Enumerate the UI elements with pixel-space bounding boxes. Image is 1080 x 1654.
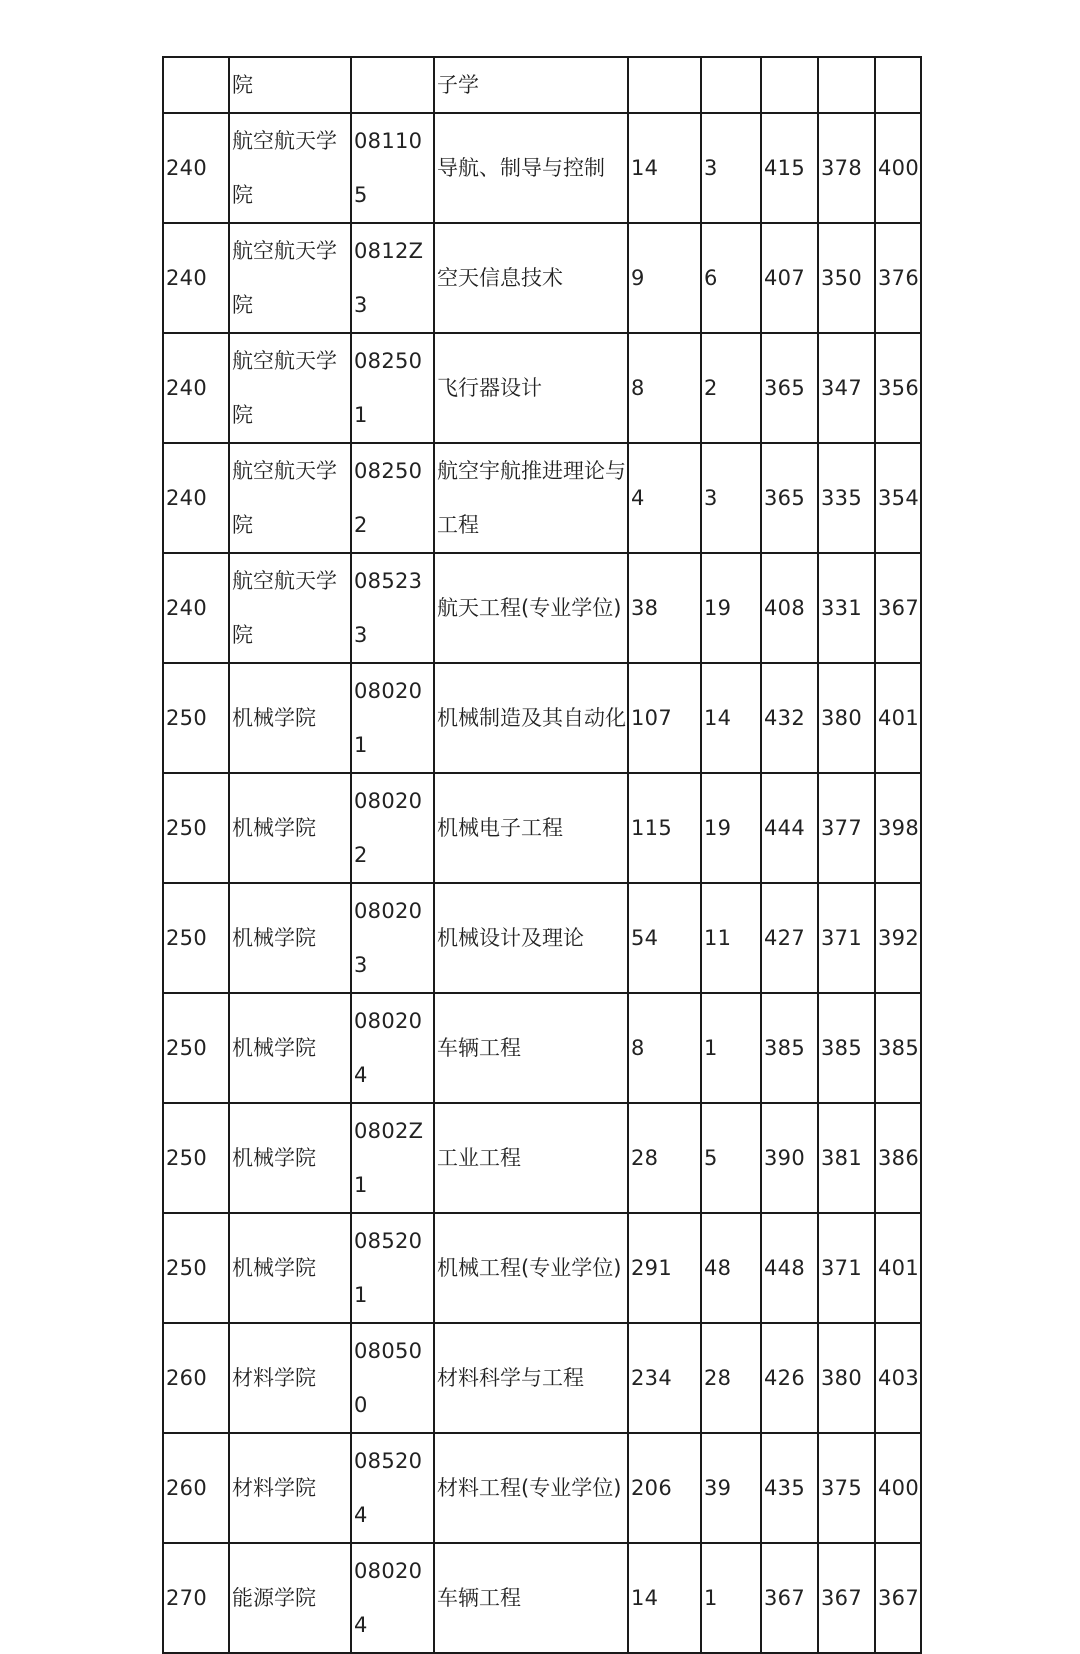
min-score-cell: 385 <box>818 993 875 1103</box>
max-score-cell: 426 <box>761 1323 818 1433</box>
col6-value-cell: 11 <box>701 883 761 993</box>
table-row <box>163 113 921 223</box>
major-name-cell: 航天工程(专业学位) <box>434 553 628 663</box>
major-code-cell: 081105 <box>351 113 434 223</box>
major-name-cell: 飞行器设计 <box>434 333 628 443</box>
major-name-cell: 工业工程 <box>434 1103 628 1213</box>
min-score-cell: 371 <box>818 1213 875 1323</box>
min-score-cell: 378 <box>818 113 875 223</box>
col5-value-cell: 115 <box>628 773 701 883</box>
major-name-cell: 机械设计及理论 <box>434 883 628 993</box>
col5-value-cell <box>628 57 701 113</box>
avg-score-cell: 376 <box>875 223 921 333</box>
table-row <box>163 883 921 993</box>
col6-value-cell: 3 <box>701 443 761 553</box>
major-name-cell: 机械电子工程 <box>434 773 628 883</box>
max-score-cell: 427 <box>761 883 818 993</box>
min-score-cell: 331 <box>818 553 875 663</box>
min-score-cell: 381 <box>818 1103 875 1213</box>
college-cell: 材料学院 <box>229 1323 351 1433</box>
min-score-cell: 367 <box>818 1543 875 1653</box>
college-cell: 机械学院 <box>229 1103 351 1213</box>
college-cell: 航空航天学院 <box>229 443 351 553</box>
major-code-cell: 085233 <box>351 553 434 663</box>
dept-id-cell <box>163 57 229 113</box>
max-score-cell: 365 <box>761 443 818 553</box>
min-score-cell: 377 <box>818 773 875 883</box>
major-name-cell: 航空宇航推进理论与工程 <box>434 443 628 553</box>
college-cell: 机械学院 <box>229 993 351 1103</box>
dept-id-cell: 240 <box>163 553 229 663</box>
col5-value-cell: 8 <box>628 333 701 443</box>
max-score-cell <box>761 57 818 113</box>
avg-score-cell: 386 <box>875 1103 921 1213</box>
col5-value-cell: 54 <box>628 883 701 993</box>
avg-score-cell: 354 <box>875 443 921 553</box>
dept-id-cell: 240 <box>163 333 229 443</box>
college-cell: 机械学院 <box>229 883 351 993</box>
college-cell: 机械学院 <box>229 1213 351 1323</box>
avg-score-cell: 392 <box>875 883 921 993</box>
col6-value-cell: 39 <box>701 1433 761 1543</box>
dept-id-cell: 240 <box>163 113 229 223</box>
dept-id-cell: 250 <box>163 663 229 773</box>
college-cell: 院 <box>229 57 351 113</box>
college-cell: 航空航天学院 <box>229 333 351 443</box>
table-body <box>163 57 921 1653</box>
col5-value-cell: 14 <box>628 113 701 223</box>
col6-value-cell <box>701 57 761 113</box>
table-row <box>163 553 921 663</box>
max-score-cell: 390 <box>761 1103 818 1213</box>
major-name-cell: 空天信息技术 <box>434 223 628 333</box>
major-code-cell: 0812Z3 <box>351 223 434 333</box>
col5-value-cell: 234 <box>628 1323 701 1433</box>
major-code-cell: 082501 <box>351 333 434 443</box>
avg-score-cell: 403 <box>875 1323 921 1433</box>
col5-value-cell: 38 <box>628 553 701 663</box>
max-score-cell: 432 <box>761 663 818 773</box>
min-score-cell: 347 <box>818 333 875 443</box>
table-row <box>163 1323 921 1433</box>
major-name-cell: 材料科学与工程 <box>434 1323 628 1433</box>
table-row <box>163 1103 921 1213</box>
min-score-cell: 375 <box>818 1433 875 1543</box>
college-cell: 航空航天学院 <box>229 113 351 223</box>
col6-value-cell: 1 <box>701 1543 761 1653</box>
col6-value-cell: 3 <box>701 113 761 223</box>
col6-value-cell: 14 <box>701 663 761 773</box>
max-score-cell: 385 <box>761 993 818 1103</box>
avg-score-cell: 367 <box>875 1543 921 1653</box>
table-row <box>163 223 921 333</box>
college-cell: 能源学院 <box>229 1543 351 1653</box>
dept-id-cell: 260 <box>163 1433 229 1543</box>
major-code-cell: 080203 <box>351 883 434 993</box>
min-score-cell <box>818 57 875 113</box>
major-code-cell: 080500 <box>351 1323 434 1433</box>
dept-id-cell: 240 <box>163 223 229 333</box>
table-row <box>163 333 921 443</box>
table-row <box>163 443 921 553</box>
college-cell: 机械学院 <box>229 773 351 883</box>
table-row <box>163 1213 921 1323</box>
dept-id-cell: 270 <box>163 1543 229 1653</box>
table-row <box>163 57 921 113</box>
avg-score-cell: 401 <box>875 1213 921 1323</box>
col5-value-cell: 9 <box>628 223 701 333</box>
max-score-cell: 444 <box>761 773 818 883</box>
col6-value-cell: 1 <box>701 993 761 1103</box>
max-score-cell: 367 <box>761 1543 818 1653</box>
major-code-cell: 085201 <box>351 1213 434 1323</box>
major-code-cell: 082502 <box>351 443 434 553</box>
max-score-cell: 407 <box>761 223 818 333</box>
table-row <box>163 993 921 1103</box>
major-code-cell: 080204 <box>351 993 434 1103</box>
avg-score-cell: 367 <box>875 553 921 663</box>
table-row <box>163 1543 921 1653</box>
max-score-cell: 415 <box>761 113 818 223</box>
major-code-cell: 080204 <box>351 1543 434 1653</box>
college-cell: 航空航天学院 <box>229 553 351 663</box>
college-cell: 航空航天学院 <box>229 223 351 333</box>
major-code-cell: 080202 <box>351 773 434 883</box>
major-name-cell: 车辆工程 <box>434 1543 628 1653</box>
avg-score-cell: 400 <box>875 1433 921 1543</box>
min-score-cell: 380 <box>818 663 875 773</box>
col6-value-cell: 19 <box>701 773 761 883</box>
min-score-cell: 380 <box>818 1323 875 1433</box>
table-row <box>163 1433 921 1543</box>
major-name-cell: 材料工程(专业学位) <box>434 1433 628 1543</box>
dept-id-cell: 250 <box>163 773 229 883</box>
avg-score-cell: 385 <box>875 993 921 1103</box>
col5-value-cell: 4 <box>628 443 701 553</box>
admission-score-table <box>162 56 922 1654</box>
dept-id-cell: 250 <box>163 1103 229 1213</box>
dept-id-cell: 250 <box>163 1213 229 1323</box>
max-score-cell: 448 <box>761 1213 818 1323</box>
dept-id-cell: 240 <box>163 443 229 553</box>
dept-id-cell: 260 <box>163 1323 229 1433</box>
dept-id-cell: 250 <box>163 883 229 993</box>
col6-value-cell: 28 <box>701 1323 761 1433</box>
min-score-cell: 371 <box>818 883 875 993</box>
max-score-cell: 365 <box>761 333 818 443</box>
avg-score-cell: 401 <box>875 663 921 773</box>
max-score-cell: 408 <box>761 553 818 663</box>
major-code-cell <box>351 57 434 113</box>
col5-value-cell: 291 <box>628 1213 701 1323</box>
col6-value-cell: 6 <box>701 223 761 333</box>
major-code-cell: 0802Z1 <box>351 1103 434 1213</box>
col5-value-cell: 14 <box>628 1543 701 1653</box>
max-score-cell: 435 <box>761 1433 818 1543</box>
col5-value-cell: 206 <box>628 1433 701 1543</box>
avg-score-cell <box>875 57 921 113</box>
table-row <box>163 663 921 773</box>
col5-value-cell: 107 <box>628 663 701 773</box>
college-cell: 材料学院 <box>229 1433 351 1543</box>
major-code-cell: 080201 <box>351 663 434 773</box>
col6-value-cell: 2 <box>701 333 761 443</box>
major-name-cell: 机械工程(专业学位) <box>434 1213 628 1323</box>
major-name-cell: 车辆工程 <box>434 993 628 1103</box>
avg-score-cell: 356 <box>875 333 921 443</box>
table-row <box>163 773 921 883</box>
major-code-cell: 085204 <box>351 1433 434 1543</box>
major-name-cell: 导航、制导与控制 <box>434 113 628 223</box>
col6-value-cell: 48 <box>701 1213 761 1323</box>
col5-value-cell: 28 <box>628 1103 701 1213</box>
col6-value-cell: 19 <box>701 553 761 663</box>
min-score-cell: 335 <box>818 443 875 553</box>
min-score-cell: 350 <box>818 223 875 333</box>
col6-value-cell: 5 <box>701 1103 761 1213</box>
col5-value-cell: 8 <box>628 993 701 1103</box>
college-cell: 机械学院 <box>229 663 351 773</box>
avg-score-cell: 398 <box>875 773 921 883</box>
major-name-cell: 子学 <box>434 57 628 113</box>
major-name-cell: 机械制造及其自动化 <box>434 663 628 773</box>
dept-id-cell: 250 <box>163 993 229 1103</box>
avg-score-cell: 400 <box>875 113 921 223</box>
